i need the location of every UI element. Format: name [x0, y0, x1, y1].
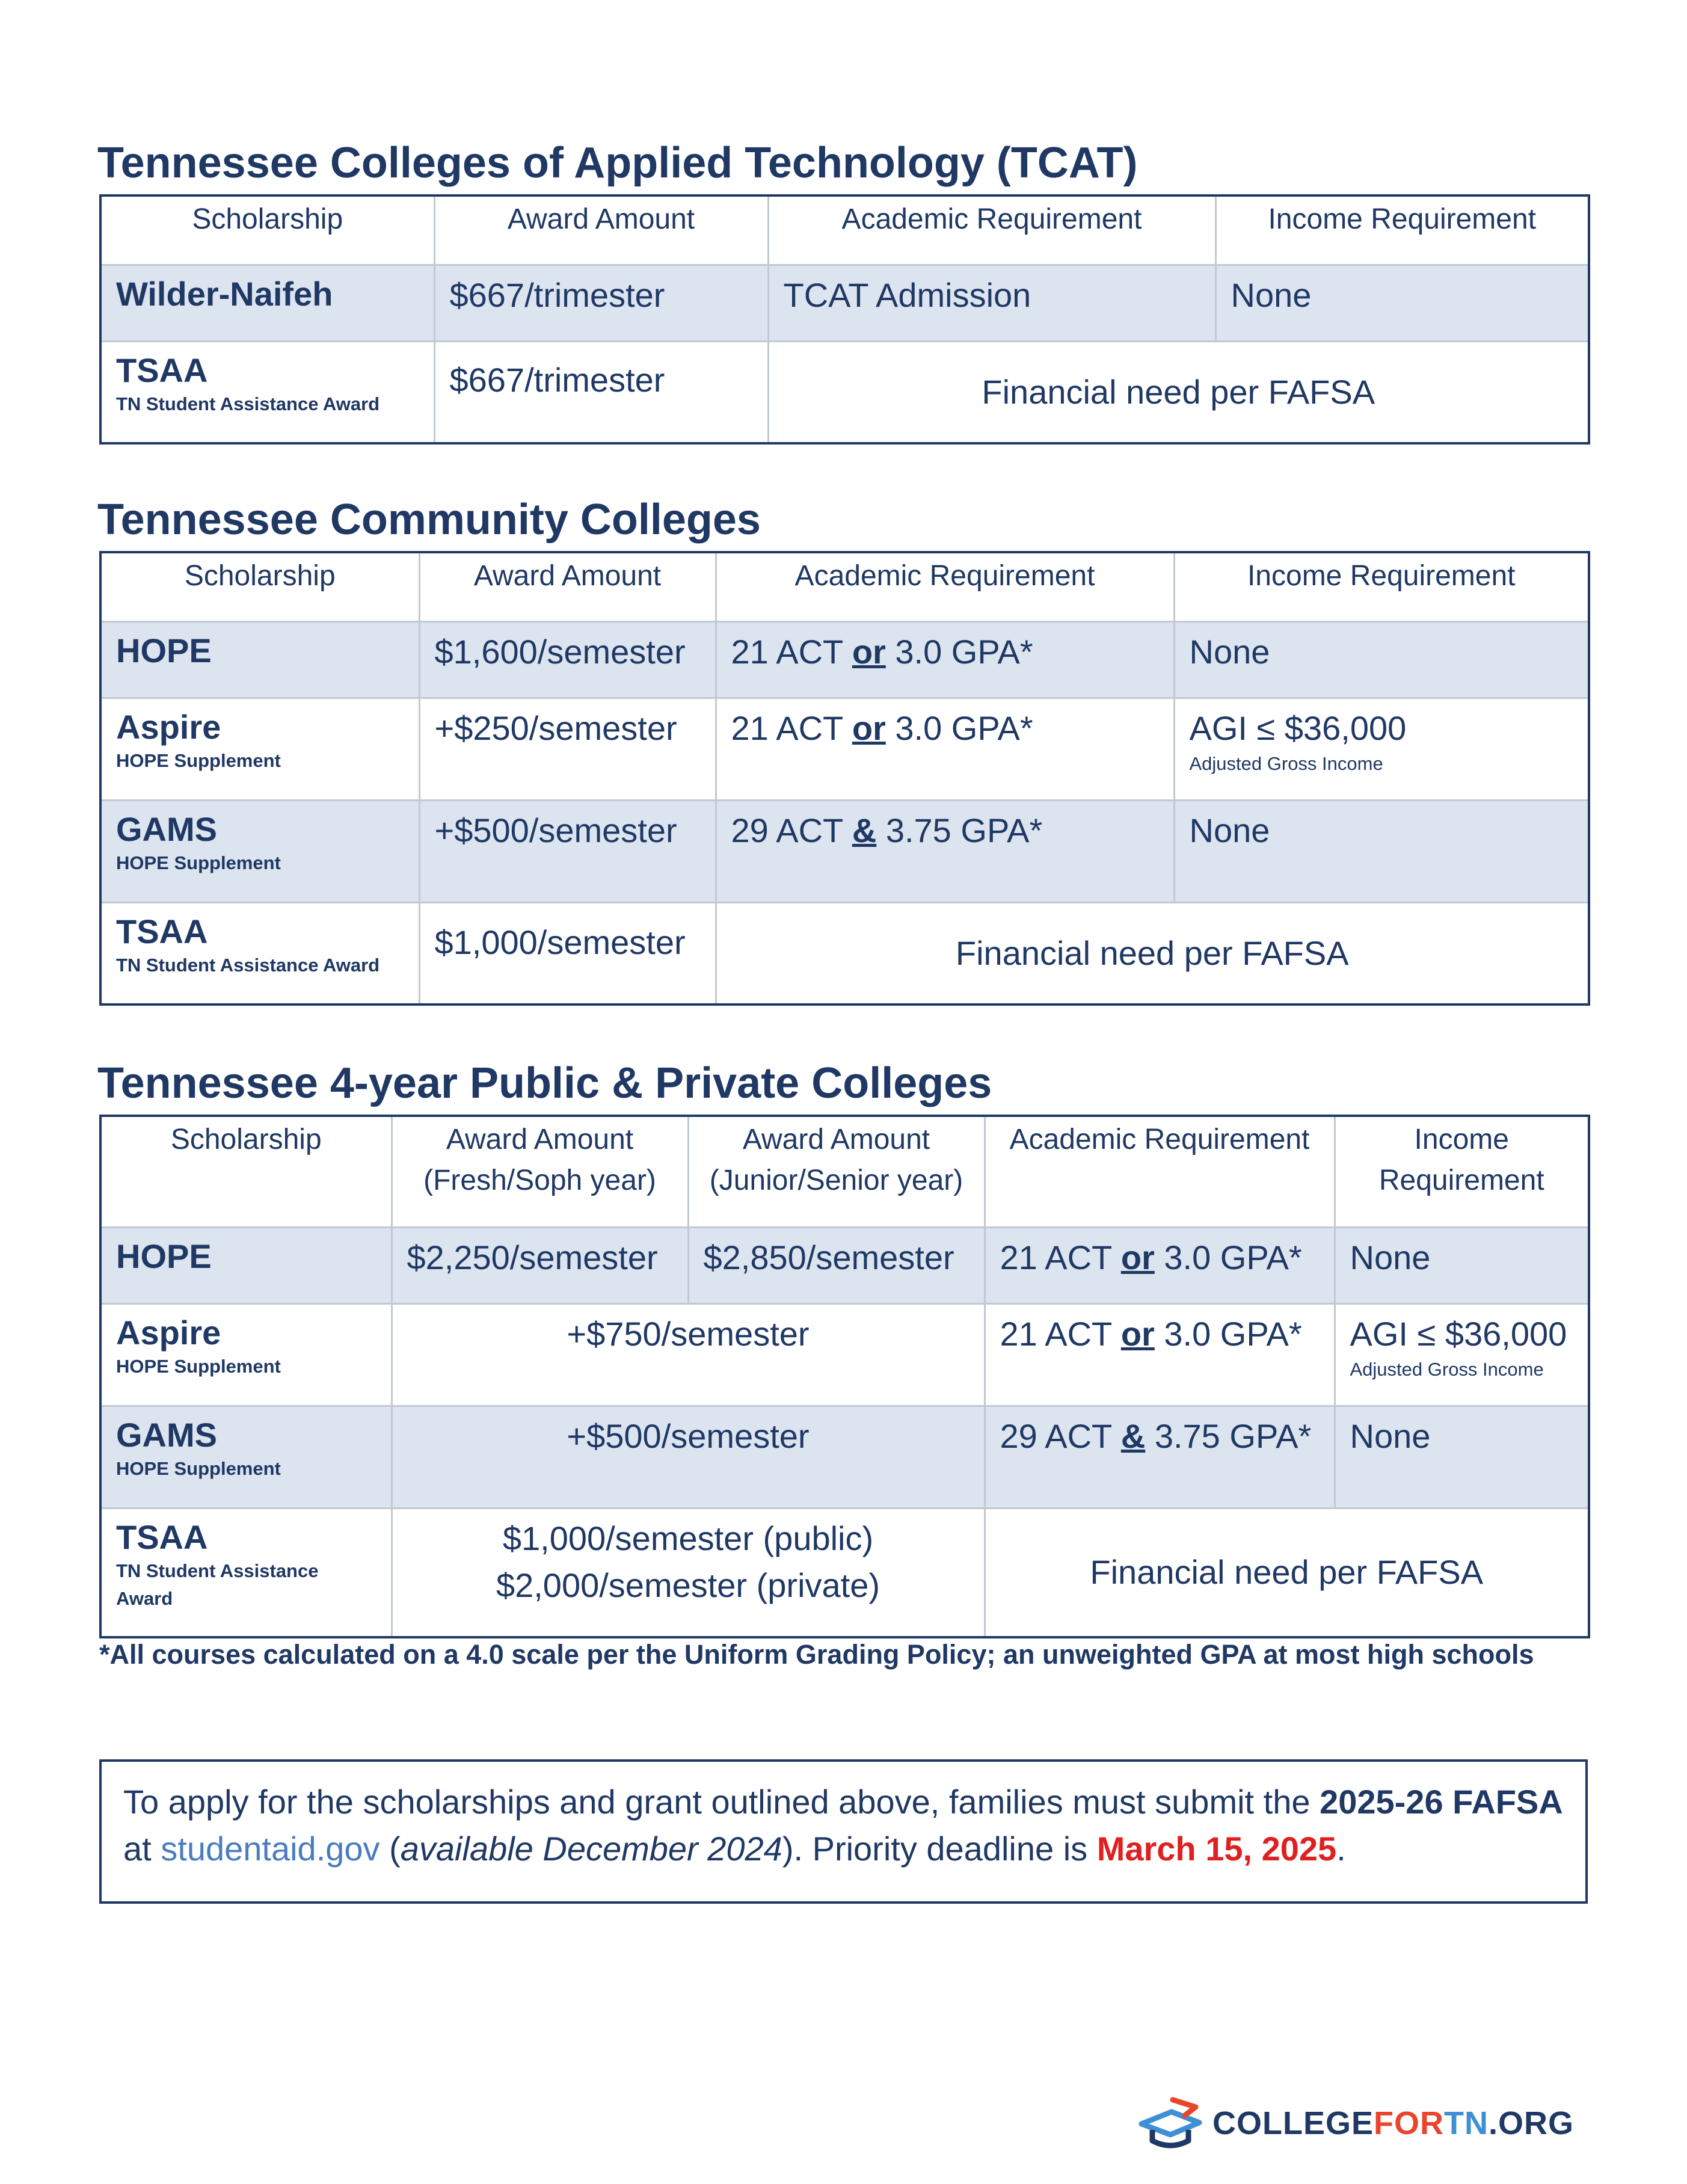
scholarship-subtitle: TN Student Assistance Award: [116, 954, 380, 976]
header-scholarship: Scholarship: [100, 1116, 392, 1227]
scholarship-subtitle: HOPE Supplement: [116, 749, 281, 771]
requirement: Financial need per FAFSA: [985, 1508, 1589, 1637]
award-amount: $667/trimester: [434, 265, 768, 341]
scholarship-name: TSAA: [116, 912, 208, 950]
award-amount-junior-senior: $2,850/semester: [688, 1227, 985, 1303]
academic-requirement: 29 ACT & 3.75 GPA*: [716, 800, 1174, 902]
scholarship-name: GAMS: [116, 1415, 217, 1454]
income-requirement: None: [1174, 800, 1589, 902]
scholarship-name: TSAA: [116, 1518, 208, 1556]
priority-deadline: March 15, 2025: [1096, 1830, 1337, 1868]
scholarship-name: HOPE: [116, 1237, 212, 1275]
academic-requirement: 21 ACT or 3.0 GPA*: [985, 1303, 1335, 1406]
scholarship-subtitle: HOPE Supplement: [116, 1355, 281, 1377]
scholarship-name: TSAA: [116, 351, 208, 389]
table-row: [100, 1508, 1589, 1637]
award-amount: +$500/semester: [419, 800, 716, 902]
scholarship-subtitle-line2: Award: [116, 1587, 173, 1609]
scholarship-name: Aspire: [116, 707, 221, 746]
cc-table: [99, 551, 1590, 1006]
award-amount: [392, 1508, 985, 1637]
academic-requirement: TCAT Admission: [768, 265, 1215, 341]
award-amount-private: $2,000/semester (private): [496, 1566, 880, 1604]
header-academic: Academic Requirement: [985, 1116, 1335, 1227]
income-requirement: None: [1215, 265, 1589, 341]
scholarship-subtitle: TN Student Assistance: [116, 1560, 319, 1581]
header-award-amount: Award Amount: [434, 195, 768, 265]
header-award-amount: Award Amount: [419, 552, 716, 621]
income-requirement: None: [1335, 1227, 1589, 1303]
scholarship-subtitle: HOPE Supplement: [116, 852, 281, 873]
scholarship-subtitle: HOPE Supplement: [116, 1457, 281, 1479]
header-income: Income Requirement: [1174, 552, 1589, 621]
header-academic: Academic Requirement: [768, 195, 1215, 265]
award-amount: $1,600/semester: [419, 621, 716, 698]
income-requirement: None: [1174, 621, 1589, 698]
academic-requirement: 21 ACT or 3.0 GPA*: [985, 1227, 1335, 1303]
table-row: [100, 902, 1589, 1004]
requirement: Financial need per FAFSA: [716, 902, 1589, 1004]
scholarship-name: Wilder-Naifeh: [116, 274, 333, 313]
graduation-cap-icon: [1137, 2095, 1203, 2152]
table-row: [100, 1406, 1589, 1508]
requirement: Financial need per FAFSA: [768, 341, 1589, 443]
award-amount: +$750/semester: [392, 1303, 985, 1406]
fafsa-year: 2025-26 FAFSA: [1320, 1783, 1563, 1821]
logo-text: COLLEGEFORTN.ORG: [1212, 2105, 1575, 2141]
footnote: *All courses calculated on a 4.0 scale per the Uniform Grading Policy; an unweighted GPA at most high schools: [99, 1639, 1534, 1670]
award-amount-public: $1,000/semester (public): [502, 1519, 874, 1557]
fy-title: Tennessee 4-year Public & Private Colleges: [97, 1059, 992, 1107]
scholarship-name: GAMS: [116, 810, 217, 848]
studentaid-link[interactable]: studentaid.gov: [161, 1830, 380, 1868]
availability-note: available December 2024: [400, 1830, 782, 1868]
table-row: [100, 698, 1589, 800]
cc-title: Tennessee Community Colleges: [97, 496, 761, 544]
header-award-amount-fresh-soph: Award Amount (Fresh/Soph year): [392, 1116, 688, 1227]
academic-requirement: 21 ACT or 3.0 GPA*: [716, 621, 1174, 698]
award-amount-fresh-soph: $2,250/semester: [392, 1227, 688, 1303]
income-note: Adjusted Gross Income: [1350, 1358, 1544, 1380]
table-header-row: [100, 1116, 1589, 1227]
tcat-title: Tennessee Colleges of Applied Technology (TCAT): [97, 139, 1138, 187]
scholarship-name: HOPE: [116, 631, 212, 669]
header-income: Income Requirement: [1215, 195, 1589, 265]
scholarship-subtitle: TN Student Assistance Award: [116, 393, 380, 414]
table-row: [100, 1303, 1589, 1406]
income-requirement: None: [1335, 1406, 1589, 1508]
header-scholarship: Scholarship: [100, 195, 434, 265]
award-amount: $667/trimester: [434, 341, 768, 443]
table-row: [100, 341, 1589, 443]
tcat-table: [99, 194, 1590, 444]
apply-notice: To apply for the scholarships and grant outlined above, families must submit the 2025-26 FAFSA at studentaid.gov (available December 2024). Priority deadline is March 15, 2025.: [99, 1759, 1588, 1904]
header-income: Income Requirement: [1335, 1116, 1589, 1227]
header-scholarship: Scholarship: [100, 552, 419, 621]
income-requirement: AGI ≤ $36,000 Adjusted Gross Income: [1335, 1303, 1589, 1406]
award-amount: +$500/semester: [392, 1406, 985, 1508]
income-note: Adjusted Gross Income: [1189, 752, 1383, 774]
award-amount: +$250/semester: [419, 698, 716, 800]
header-award-amount-junior-senior: Award Amount (Junior/Senior year): [688, 1116, 985, 1227]
academic-requirement: 21 ACT or 3.0 GPA*: [716, 698, 1174, 800]
table-row: [100, 621, 1589, 698]
header-academic: Academic Requirement: [716, 552, 1174, 621]
fy-table: [99, 1115, 1590, 1638]
award-amount: $1,000/semester: [419, 902, 716, 1004]
academic-requirement: 29 ACT & 3.75 GPA*: [985, 1406, 1335, 1508]
table-row: [100, 265, 1589, 341]
scholarship-name: Aspire: [116, 1313, 221, 1352]
income-requirement: AGI ≤ $36,000 Adjusted Gross Income: [1174, 698, 1589, 800]
table-header-row: [100, 552, 1589, 621]
collegefortn-logo: [1137, 2096, 1574, 2150]
table-row: [100, 800, 1589, 902]
table-header-row: [100, 195, 1589, 265]
table-row: [100, 1227, 1589, 1303]
